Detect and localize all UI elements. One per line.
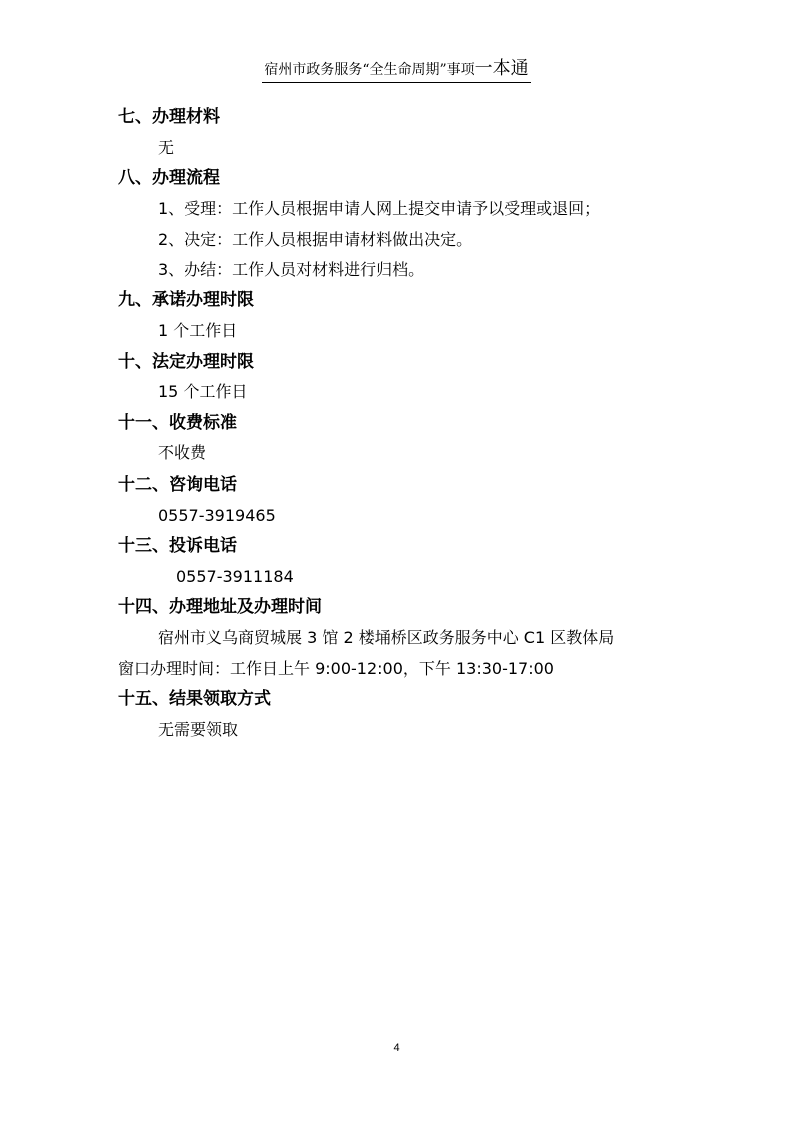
- section-13-line-1: 0557-3911184: [176, 567, 294, 586]
- section-10-heading: 十、法定办理时限: [118, 352, 254, 372]
- section-9-heading: 九、承诺办理时限: [118, 290, 254, 310]
- header-title-suffix: 一本通: [474, 58, 529, 79]
- header-title-main: 宿州市政务服务“全生命周期”事项: [264, 62, 475, 78]
- section-13-heading: 十三、投诉电话: [118, 536, 237, 556]
- section-8-line-1: 1、受理：工作人员根据申请人网上提交申请予以受理或退回；: [158, 199, 601, 218]
- section-8-line-3: 3、办结：工作人员对材料进行归档。: [158, 260, 425, 279]
- section-14-line-2: 窗口办理时间：工作日上午 9:00-12:00，下午 13:30-17:00: [118, 659, 554, 678]
- section-11-heading: 十一、收费标准: [118, 413, 237, 433]
- section-7-line-1: 无: [158, 138, 175, 157]
- header-title: [262, 58, 530, 83]
- section-7-heading: 七、办理材料: [118, 107, 220, 127]
- section-8-line-2: 2、决定：工作人员根据申请材料做出决定。: [158, 230, 473, 249]
- section-9-line-1: 1 个工作日: [158, 321, 238, 340]
- section-8-heading: 八、办理流程: [118, 168, 220, 188]
- section-14-line-1: 宿州市义乌商贸城展 3 馆 2 楼埇桥区政务服务中心 C1 区教体局: [158, 628, 615, 647]
- section-12-heading: 十二、咨询电话: [118, 475, 237, 495]
- section-12-line-1: 0557-3919465: [158, 506, 276, 525]
- section-14-heading: 十四、办理地址及办理时间: [118, 597, 322, 617]
- page-number: 4: [393, 1042, 400, 1054]
- section-10-line-1: 15 个工作日: [158, 382, 248, 401]
- section-11-line-1: 不收费: [158, 443, 207, 462]
- section-15-line-1: 无需要领取: [158, 720, 239, 739]
- section-15-heading: 十五、结果领取方式: [118, 689, 271, 709]
- page-header: [0, 58, 793, 83]
